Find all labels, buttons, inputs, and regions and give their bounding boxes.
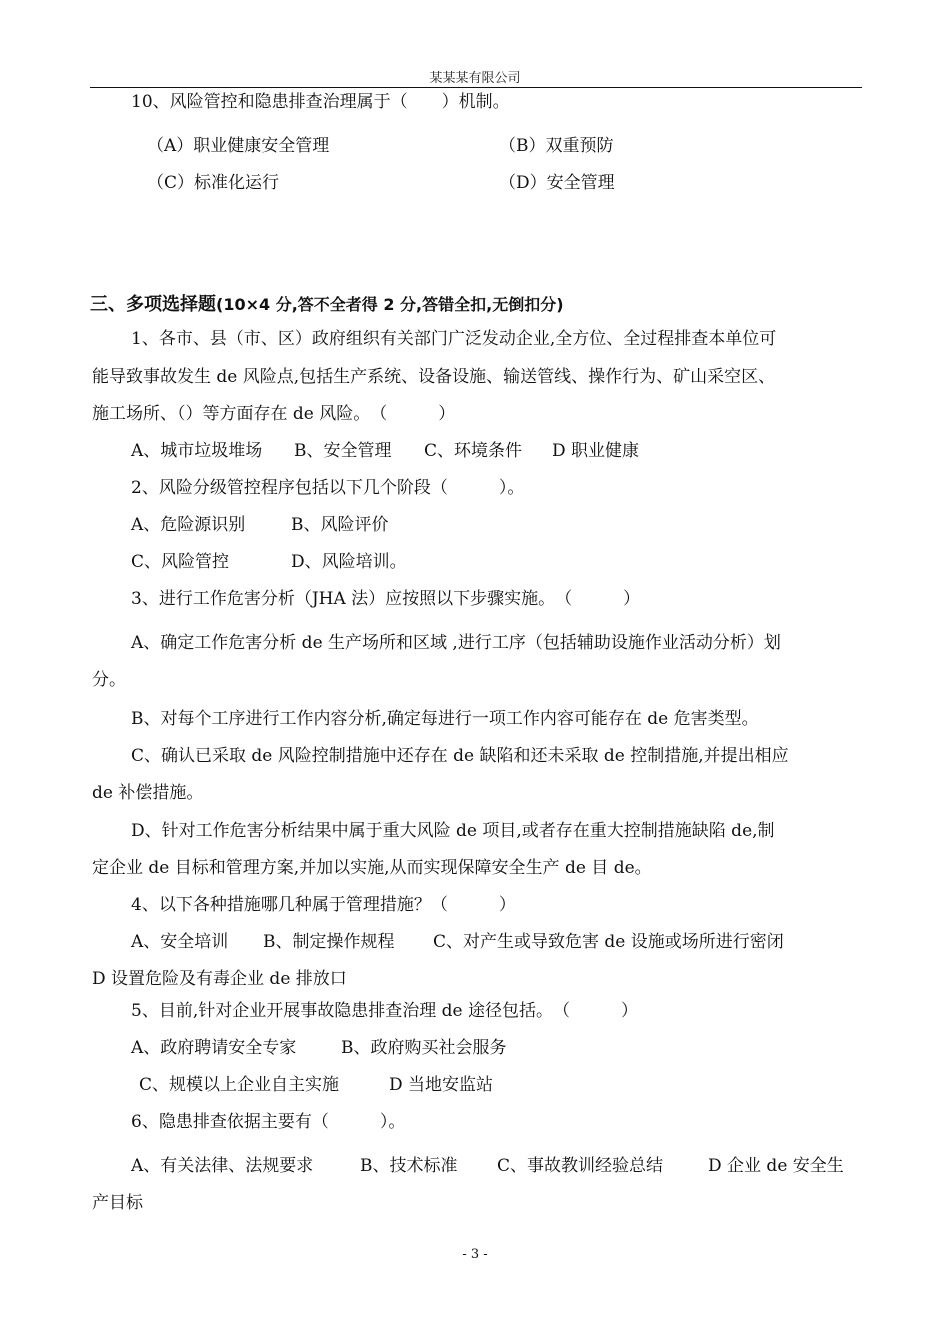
page-header: 某某某有限公司 — [429, 71, 521, 86]
q1-line-1: 1、各市、县（市、区）政府组织有关部门广泛发动企业,全方位、全过程排查本单位可 — [131, 329, 777, 349]
q3-option-d-line-1: D、针对工作危害分析结果中属于重大风险 de 项目,或者存在重大控制措施缺陷 de,制 — [131, 821, 775, 841]
q4-stem: 4、以下各种措施哪几种属于管理措施？（ ） — [131, 895, 516, 915]
q6-option-b: B、技术标准 — [360, 1156, 458, 1176]
q6-option-c: C、事故教训经验总结 — [497, 1156, 664, 1176]
q1-option-a: A、城市垃圾堆场 — [131, 441, 263, 461]
q2-option-c: C、风险管控 — [131, 552, 230, 572]
q10-option-c: （C）标准化运行 — [147, 173, 280, 193]
q3-option-b: B、对每个工序进行工作内容分析,确定每进行一项工作内容可能存在 de 危害类型。 — [131, 709, 759, 729]
q1-line-3: 施工场所、（）等方面存在 de 风险。 （ ） — [92, 404, 456, 424]
q6-option-d-line-2: 产目标 — [92, 1193, 143, 1213]
q3-option-c-line-2: de 补偿措施。 — [92, 783, 204, 803]
q6-stem: 6、隐患排查依据主要有（ ）。 — [131, 1112, 406, 1132]
q10-stem: 10、风险管控和隐患排查治理属于（ ）机制。 — [131, 92, 510, 112]
q6-option-d-line-1: D 企业 de 安全生 — [708, 1156, 844, 1176]
q4-option-d: D 设置危险及有毒企业 de 排放口 — [92, 969, 347, 989]
q5-option-c: C、规模以上企业自主实施 — [139, 1075, 340, 1095]
q5-stem: 5、目前,针对企业开展事故隐患排查治理 de 途径包括。 （ ） — [131, 1001, 638, 1021]
q5-option-d: D 当地安监站 — [389, 1075, 494, 1095]
q5-option-b: B、政府购买社会服务 — [341, 1038, 507, 1058]
header-rule — [90, 87, 862, 88]
section-heading — [90, 290, 564, 316]
q2-stem: 2、风险分级管控程序包括以下几个阶段（ ）。 — [131, 478, 525, 498]
q1-option-d: D 职业健康 — [552, 441, 640, 461]
q5-option-a: A、政府聘请安全专家 — [131, 1038, 297, 1058]
q10-option-b: （B）双重预防 — [499, 136, 614, 156]
q4-option-a: A、安全培训 — [131, 932, 229, 952]
q3-option-c-line-1: C、确认已采取 de 风险控制措施中还存在 de 缺陷和还未采取 de 控制措施,并提出相应 — [131, 746, 789, 766]
q2-option-d: D、风险培训。 — [291, 552, 407, 572]
q2-option-a: A、危险源识别 — [131, 515, 246, 535]
q3-option-d-line-2: 定企业 de 目标和管理方案,并加以实施,从而实现保障安全生产 de 目 de。 — [92, 858, 652, 878]
q3-option-a-line-2: 分。 — [92, 670, 126, 690]
q6-option-a: A、有关法律、法规要求 — [131, 1156, 314, 1176]
q1-option-c: C、环境条件 — [424, 441, 523, 461]
q1-line-2: 能导致事故发生 de 风险点,包括生产系统、设备设施、输送管线、操作行为、矿山采空区、 — [92, 367, 776, 387]
q4-option-b: B、制定操作规程 — [263, 932, 395, 952]
section-title: 三、多项选择题 — [90, 294, 216, 315]
q4-option-c: C、对产生或导致危害 de 设施或场所进行密闭 — [433, 932, 784, 952]
q3-option-a-line-1: A、确定工作危害分析 de 生产场所和区域 ,进行工序（包括辅助设施作业活动分析）划 — [131, 633, 781, 653]
q10-option-a: （A）职业健康安全管理 — [147, 136, 330, 156]
page-number: - 3 - — [462, 1247, 488, 1262]
q2-option-b: B、风险评价 — [291, 515, 389, 535]
q1-option-b: B、安全管理 — [294, 441, 392, 461]
q10-option-d: （D）安全管理 — [499, 173, 615, 193]
section-note: (10×4 分,答不全者得 2 分,答错全扣,无倒扣分) — [216, 295, 564, 314]
q3-stem: 3、进行工作危害分析（JHA 法）应按照以下步骤实施。 （ ） — [131, 589, 641, 609]
